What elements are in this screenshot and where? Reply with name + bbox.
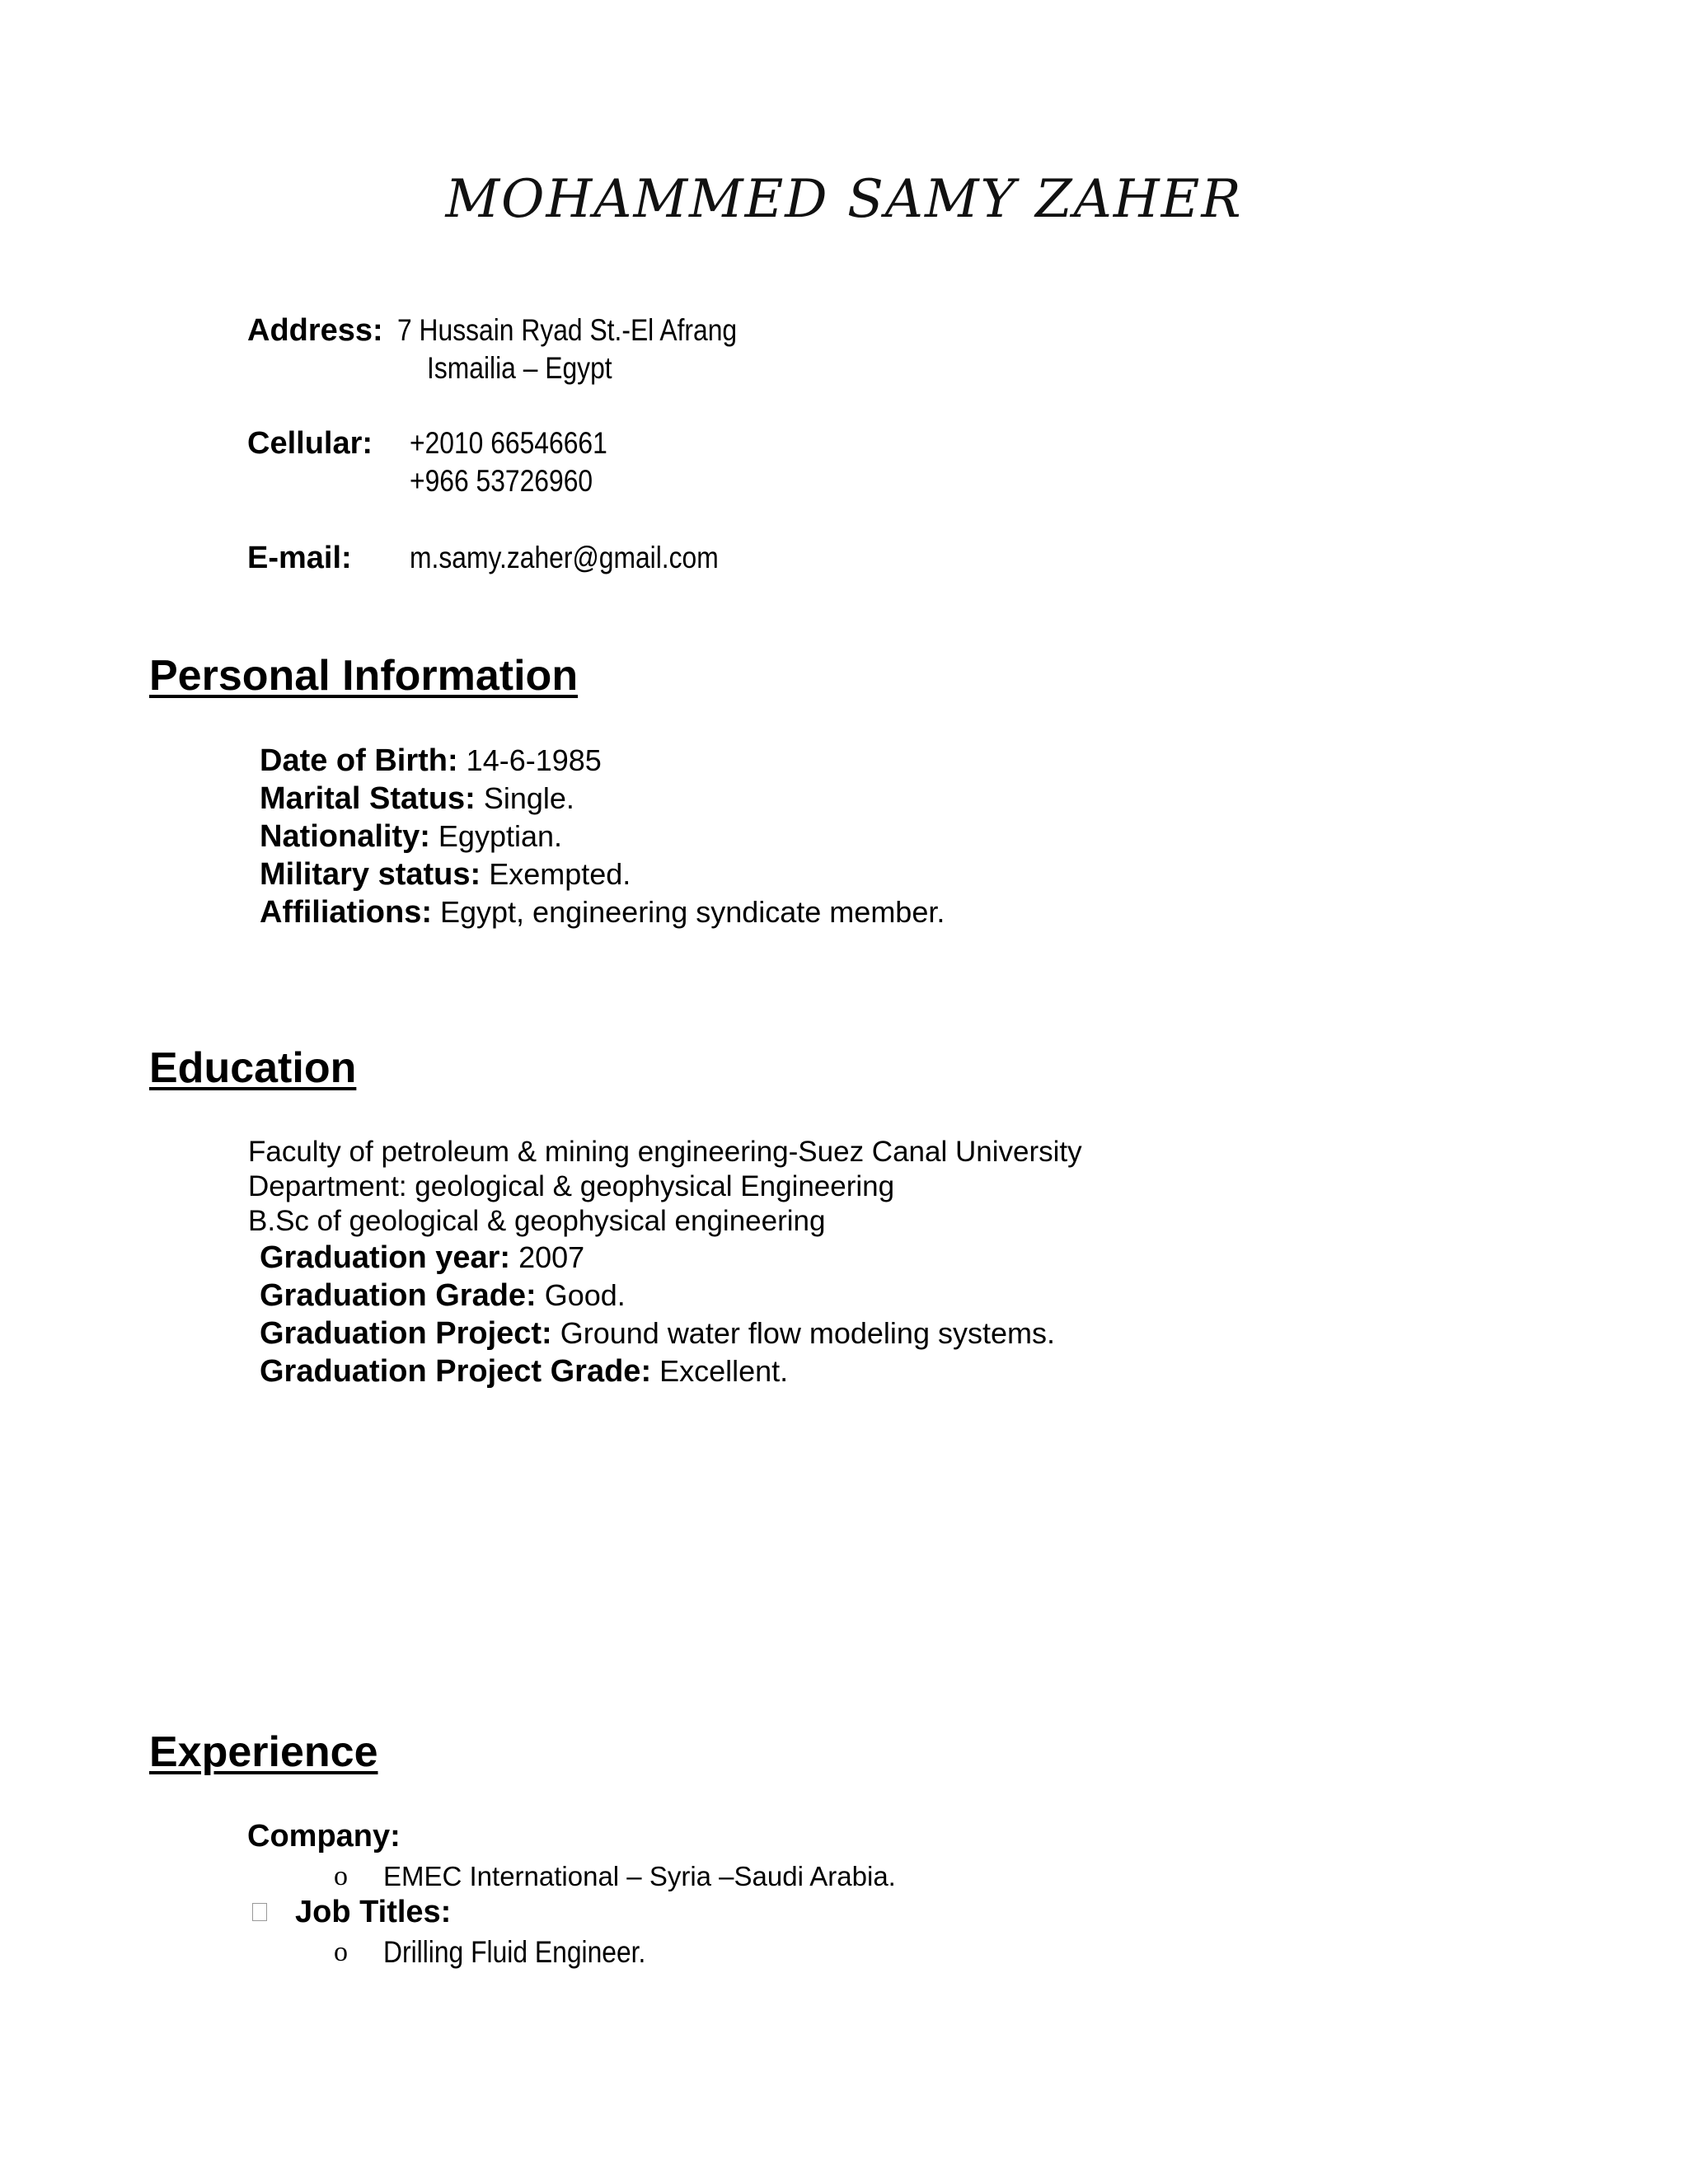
info-label: Graduation Grade:: [260, 1278, 537, 1313]
edu-graduation-grade: [260, 1278, 626, 1314]
info-value: Single.: [483, 781, 574, 815]
info-nationality: [260, 819, 562, 855]
bullet-circle-icon: o: [334, 1861, 348, 1891]
personal-information-heading: Personal Information: [149, 652, 579, 700]
edu-graduation-project-grade: [260, 1354, 788, 1390]
address-label: Address:: [247, 313, 383, 348]
education-faculty: Faculty of petroleum & mining engineering-Suez Canal University: [248, 1136, 1082, 1168]
info-label: Graduation Project:: [260, 1316, 552, 1351]
info-value: Excellent.: [659, 1354, 789, 1388]
edu-graduation-project: [260, 1316, 1055, 1352]
education-department: Department: geological & geophysical Engineering: [248, 1170, 895, 1202]
education-heading: Education: [149, 1044, 357, 1092]
info-military-status: [260, 857, 631, 893]
info-value: 2007: [518, 1240, 585, 1274]
info-value: Ground water flow modeling systems.: [560, 1316, 1055, 1350]
info-label: Marital Status:: [260, 781, 476, 816]
resume-name: MOHAMMED SAMY ZAHER: [445, 169, 1243, 230]
info-date-of-birth: [260, 743, 602, 779]
address-line-2: Ismailia – Egypt: [427, 351, 612, 385]
info-affiliations: [260, 895, 945, 930]
info-value: Good.: [544, 1278, 626, 1312]
email-label: E-mail:: [247, 541, 352, 575]
info-label: Military status:: [260, 857, 481, 892]
info-label: Affiliations:: [260, 895, 432, 930]
info-value: Egyptian.: [438, 819, 563, 853]
bullet-circle-icon: o: [334, 1937, 348, 1967]
edu-graduation-year: [260, 1240, 584, 1276]
info-label: Graduation year:: [260, 1240, 511, 1275]
company-value: EMEC International – Syria –Saudi Arabia.: [383, 1861, 896, 1891]
address-line-1: 7 Hussain Ryad St.-El Afrang: [397, 313, 738, 347]
cellular-label: Cellular:: [247, 426, 373, 461]
info-value: Exempted.: [489, 857, 631, 891]
job-titles-label: Job Titles:: [295, 1895, 452, 1929]
experience-heading: Experience: [149, 1728, 378, 1776]
info-label: Nationality:: [260, 819, 430, 854]
info-marital-status: [260, 781, 574, 817]
info-value: 14-6-1985: [466, 743, 602, 777]
info-label: Graduation Project Grade:: [260, 1354, 652, 1389]
cellular-number-2: +966 53726960: [410, 464, 593, 498]
company-label: Company:: [247, 1819, 401, 1854]
job-title-value: Drilling Fluid Engineer.: [383, 1935, 646, 1969]
cellular-number-1: +2010 66546661: [410, 426, 607, 460]
info-value: Egypt, engineering syndicate member.: [440, 895, 945, 929]
education-degree: B.Sc of geological & geophysical engineering: [248, 1205, 826, 1237]
checkbox-bullet-icon: [252, 1903, 267, 1921]
info-label: Date of Birth:: [260, 743, 458, 778]
email-address: m.samy.zaher@gmail.com: [410, 541, 719, 574]
